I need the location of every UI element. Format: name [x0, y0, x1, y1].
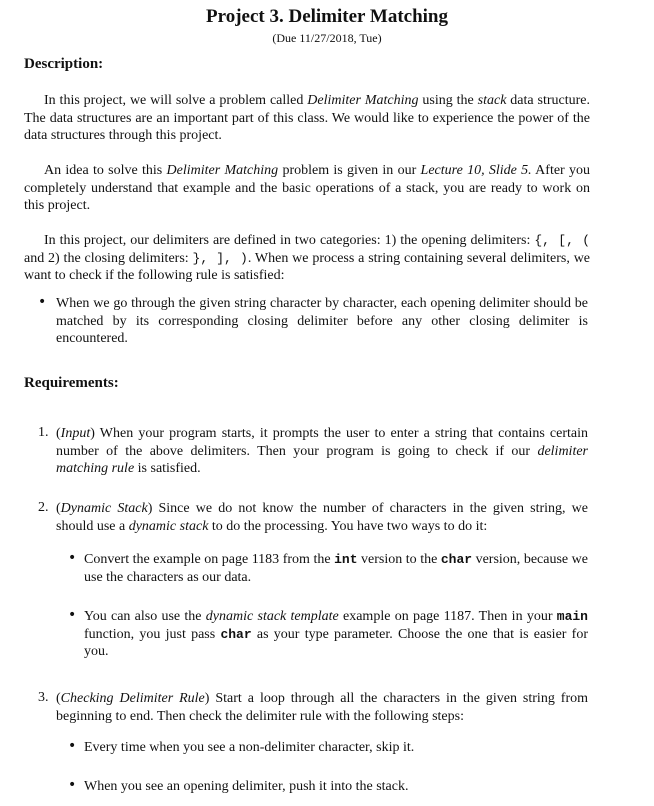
description-heading: Description: — [24, 56, 104, 72]
description-paragraph-1: In this project, we will solve a problem called Delimiter Matching using the stack data structure. The data structures are an important part of this class. We would like to experience the power of the data structures through this project. — [24, 93, 590, 143]
item-2-bullet-2: You can also use the dynamic stack template example on page 1187. Then in your main function, you just pass char as your type parameter. Choose the one that is easier for you. — [84, 609, 589, 659]
item-3-bullet-2: When you see an opening delimiter, push it into the stack. — [84, 779, 409, 794]
item-1-number: 1. — [38, 425, 49, 440]
due-date: (Due 11/27/2018, Tue) — [272, 31, 382, 45]
requirement-item-2: (Dynamic Stack) Since we do not know the number of characters in the given string, we should use a dynamic stack to do the processing. You have two ways to do it: — [56, 501, 588, 534]
bullet-icon: • — [68, 607, 77, 623]
item-3-bullet-1: Every time when you see a non-delimiter character, skip it. — [84, 740, 415, 755]
page-title: Project 3. Delimiter Matching — [206, 6, 448, 27]
item-2-bullet-1: Convert the example on page 1183 from the int version to the char version, because we use the characters as our data. — [84, 552, 588, 585]
description-paragraph-3: In this project, our delimiters are defined in two categories: 1) the opening delimiters: {, [, ( and 2) the closing delimiters: }, ], ). When we process a string containing several delimiters, we want to check if the following rule is satisfied: — [24, 233, 591, 283]
bullet-icon: • — [68, 738, 77, 754]
requirements-heading: Requirements: — [24, 375, 119, 391]
bullet-icon: • — [68, 777, 77, 793]
description-bullet: When we go through the given string character by character, each opening delimiter should be matched by its corresponding closing delimiter before any other closing delimiter is encountered. — [56, 296, 588, 346]
bullet-icon: • — [38, 294, 47, 310]
item-2-number: 2. — [38, 500, 49, 515]
description-paragraph-2: An idea to solve this Delimiter Matching problem is given in our Lecture 10, Slide 5. After you completely understand that example and the basic operations of a stack, you are ready to work on this project. — [24, 163, 590, 213]
requirement-item-1: (Input) When your program starts, it prompts the user to enter a string that contains certain number of the above delimiters. Then your program is going to check if our delimiter matching rule is satisfied. — [56, 426, 588, 476]
requirement-item-3: (Checking Delimiter Rule) Start a loop through all the characters in the given string from beginning to end. Then check the delimiter rule with the following steps: — [56, 691, 588, 724]
bullet-icon: • — [68, 550, 77, 566]
item-3-number: 3. — [38, 690, 49, 705]
